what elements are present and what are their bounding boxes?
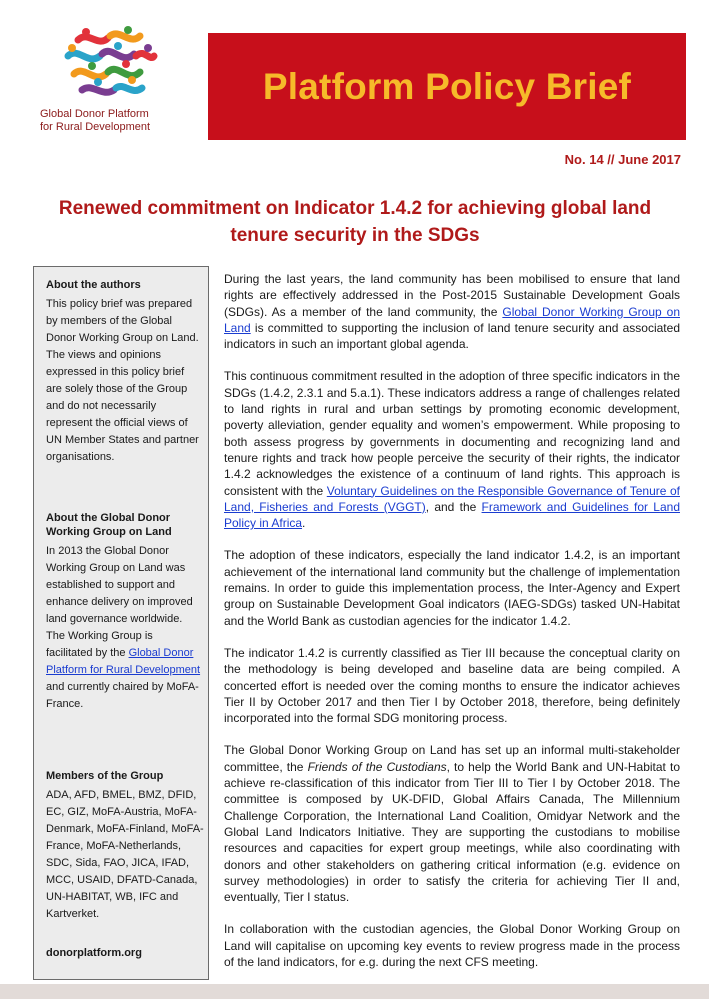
banner-title: Platform Policy Brief (262, 65, 632, 107)
title-banner (208, 33, 686, 140)
people-logo-icon (58, 26, 158, 102)
bottom-bar (0, 984, 709, 999)
headline-line2: tenure security in the SDGs (230, 225, 480, 246)
members-text: ADA, AFD, BMEL, BMZ, DFID, EC, GIZ, MoFA-Austria, MoFA-Denmark, MoFA-Finland, MoFA-France, MoFA-Netherlands, SDC, Sida, FAO, JICA, IFAD, MCC, USAID, DFATD-Canada, UN-HABITAT, WB, IFC and Kartverket. (46, 789, 204, 920)
gdwg-text-part1: In 2013 the Global Donor Working Group on Land was established to support and enhance delivery on improved land governance worldwide. The Working Group is facilitated by the (46, 545, 193, 659)
p1-text-b: is committed to supporting the inclusion of land tenure security and associated indicators in such an important global agenda. (224, 320, 680, 352)
org-name-line2: for Rural Development (40, 121, 151, 133)
gdwg-text-part2: and currently chaired by MoFA-France. (46, 681, 199, 710)
p5-text-b: , to help the World Bank and UN-Habitat to achieve re-classification of this indicator from Tier III to Tier I by October 2018. The committee is composed by UK-DFID, Global Affairs Canada, The Millennium Challenge Corporation, the International Land Coalition, Omidyar Network and the Global Land Indicators Initiative. They are supporting the custodians to mobilise resources and capacities for expert group meetings, while also coordinating with donors and other stakeholders on gathering critical information (e.g. evidence on survey methodologies) in order to satisfy the criteria for achieving Tier II and, eventually, Tier I status. (224, 759, 681, 905)
sidebar (33, 266, 209, 980)
paragraph-1 (224, 271, 680, 352)
paragraph-4: The indicator 1.4.2 is currently classified as Tier III because the conceptual clarity on the methodology is being developed and baseline data are being compiled. A concerted effort is needed over the coming months to ensure the indicator achieves Tier II by October 2017 and then Tier I by October 2018, therefore, being definitely incorporated into the formal SDG monitoring process. (224, 645, 680, 726)
p1-text-a: During the last years, the land community has been mobilised to ensure that land rights are effectively addressed in the Post-2015 Sustainable Development Goals (SDGs). As a member of the land community, the (224, 272, 680, 319)
p2-text-b: , and the (425, 499, 482, 514)
p2-text-c: . (302, 516, 306, 531)
p2-text-a: This continuous commitment resulted in the adoption of three specific indicators in the SDGs (1.4.2, 2.3.1 and 5.a.1). These indicators address a range of challenges related to land rights in rural and urban settings by promoting economic development, poverty alleviation, gender equality and women’s empowerment. While proposing to both assess progress by governments in documenting and recognizing land and tenure rights and track how people perceive the security of their rights, the indicator 1.4.2 acknowledges the existence of a continuum of land rights. This approach is consistent with the (224, 369, 680, 498)
issue-number: No. 14 // June 2017 (564, 152, 681, 167)
paragraph-3: The adoption of these indicators, especially the land indicator 1.4.2, is an important achievement of the international land community but the challenge of implementation remains. In order to guide this implementation process, the Inter-Agency and Expert group on Sustainable Development Goal indicators (IAEG-SDGs) tasked UN-Habitat and the World Bank as custodian agencies for the indicator 1.4.2. (224, 548, 680, 628)
paragraph-5 (224, 742, 680, 905)
members-title: Members of the Group (46, 770, 164, 782)
p5-emphasis: Friends of the Custodians (307, 759, 447, 774)
about-gdwg-section (46, 511, 202, 713)
about-authors-title: About the authors (46, 279, 141, 291)
about-authors-text: This policy brief was prepared by members of the Global Donor Working Group on Land. The views and opinions expressed in this policy brief are solely those of the Group and do not necessarily represent the official views of UN Member States and partner organisations. (46, 298, 199, 463)
about-gdwg-title: About the Global Donor Working Group on Land (46, 512, 172, 538)
org-name (40, 108, 150, 134)
land-policy-africa-link[interactable]: Framework and Guidelines for Land Policy in Africa (224, 499, 680, 531)
members-section (46, 769, 206, 923)
sidebar-footer-url: donorplatform.org (46, 947, 142, 959)
gdwg-land-link[interactable]: Global Donor Working Group on Land (224, 304, 680, 335)
headline-line1: Renewed commitment on Indicator 1.4.2 for achieving global land (58, 198, 652, 219)
paragraph-2 (224, 368, 680, 531)
p5-text-a: The Global Donor Working Group on Land has set up an informal multi-stakeholder committee, the (224, 743, 680, 774)
about-authors-section (46, 278, 202, 466)
platform-logo (30, 26, 200, 138)
main-body (224, 271, 680, 986)
vggt-link[interactable]: Voluntary Guidelines on the Responsible Governance of Tenure of Land, Fisheries and Forests (VGGT) (224, 483, 680, 514)
paragraph-6: In collaboration with the custodian agencies, the Global Donor Working Group on Land will capitalise on upcoming key events to review progress made in the process of the land indicators, for e.g. during the next CFS meeting. (224, 922, 680, 969)
headline (40, 195, 670, 249)
about-gdwg-text (46, 543, 202, 713)
org-name-line1: Global Donor Platform (40, 108, 149, 120)
global-donor-platform-link[interactable]: Global Donor Platform for Rural Development (46, 647, 201, 676)
